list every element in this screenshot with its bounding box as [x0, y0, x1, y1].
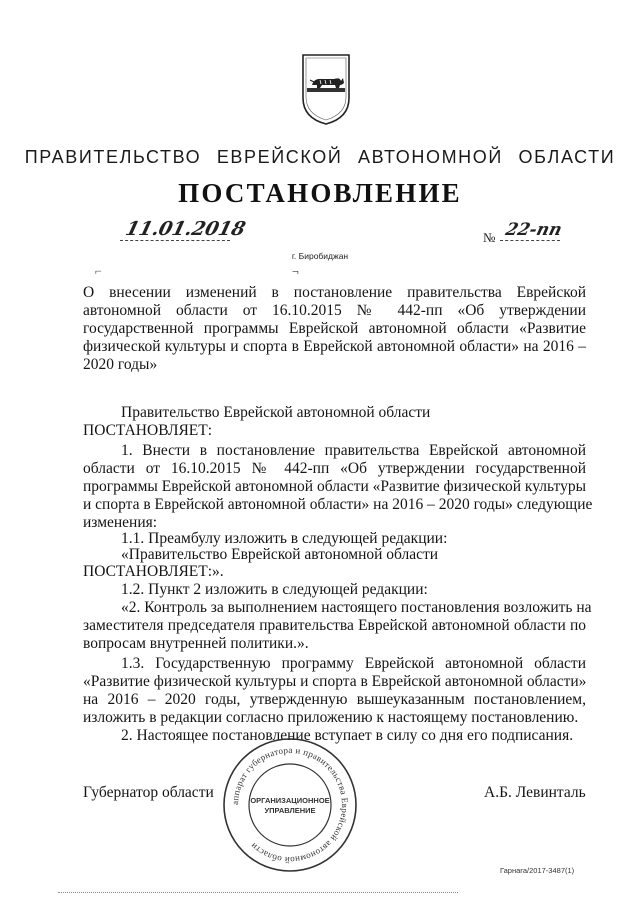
organization-name: ПРАВИТЕЛЬСТВО ЕВРЕЙСКОЙ АВТОНОМНОЙ ОБЛАСТИ: [24, 147, 616, 167]
handwritten-date: 11.01.2018: [123, 218, 248, 240]
item1-line3: программы Еврейской автономной области «Развитие физической культуры: [83, 478, 586, 495]
item-1-2-line1: «2. Контроль за выполнением настоящего постановления возложить на: [121, 599, 592, 616]
item-1-3-line3: на 2016 – 2020 годы, утвержденную вышеуказанным постановлением,: [83, 691, 586, 708]
handwritten-number: 22-пп: [503, 220, 564, 240]
organization-stamp: [220, 735, 360, 875]
item1-line4: и спорта в Еврейской автономной области» на 2016 – 2020 годы» следующие: [83, 496, 593, 513]
number-underline: [500, 240, 560, 241]
item-1-1-quote-line1: «Правительство Еврейской автономной области: [121, 546, 439, 563]
item1-line1: 1. Внести в постановление правительства Еврейской автономной: [121, 442, 586, 459]
item-1-1: 1.1. Преамбулу изложить в следующей редакции:: [121, 530, 448, 547]
signature-name: А.Б. Левинталь: [484, 784, 586, 801]
city-label: г. Биробиджан: [291, 251, 349, 261]
corner-mark-right: ¬: [292, 264, 299, 278]
footer-code: Гарнага/2017-3487(1): [500, 866, 575, 875]
item-1-2-line2: заместителя председателя правительства Еврейской автономной области по: [83, 617, 586, 634]
stamp-ring-text: аппарат губернатора и правительства Еврейской автономной области: [229, 744, 351, 866]
document-title: О внесении изменений в постановление правительства Еврейской автономной области от 16.10.2015 № 442-пп «Об утверждении государственной программы Еврейской автономной области «Развитие физической культуры и спорта в Еврейской автономной области» на 2016 – 2020 годы»: [83, 284, 586, 373]
item-1-1-quote-line2: ПОСТАНОВЛЯЕТ:».: [83, 563, 224, 580]
stamp-center-line2: УПРАВЛЕНИЕ: [264, 806, 316, 815]
item1-line5: изменения:: [83, 514, 158, 531]
coat-of-arms-tiger-icon: [300, 52, 352, 126]
footer-dotted-line: [58, 892, 458, 893]
item-2: 2. Настоящее постановление вступает в силу со дня его подписания.: [121, 727, 574, 744]
number-prefix: №: [483, 230, 496, 245]
item-1-2: 1.2. Пункт 2 изложить в следующей редакции:: [121, 581, 428, 598]
corner-mark-left: ⌐: [95, 264, 102, 278]
signature-position: Губернатор области: [83, 784, 214, 801]
item1-line2: области от 16.10.2015 № 442-пп «Об утверждении государственной: [83, 460, 586, 477]
stamp-center-line1: ОРГАНИЗАЦИОННОЕ: [250, 796, 330, 805]
item-1-2-line3: вопросам внутренней политики.».: [83, 635, 309, 652]
body-government: Правительство Еврейской автономной области: [121, 404, 431, 421]
item-1-3-line2: «Развитие физической культуры и спорта в Еврейской автономной области»: [83, 673, 587, 690]
item-1-3-line1: 1.3. Государственную программу Еврейской автономной области: [121, 655, 586, 672]
item-1-3-line4: изложить в редакции согласно приложению к настоящему постановлению.: [83, 709, 579, 726]
document-type: ПОСТАНОВЛЕНИЕ: [178, 178, 462, 208]
date-underline: [120, 240, 230, 241]
body-resolves: ПОСТАНОВЛЯЕТ:: [83, 422, 213, 439]
